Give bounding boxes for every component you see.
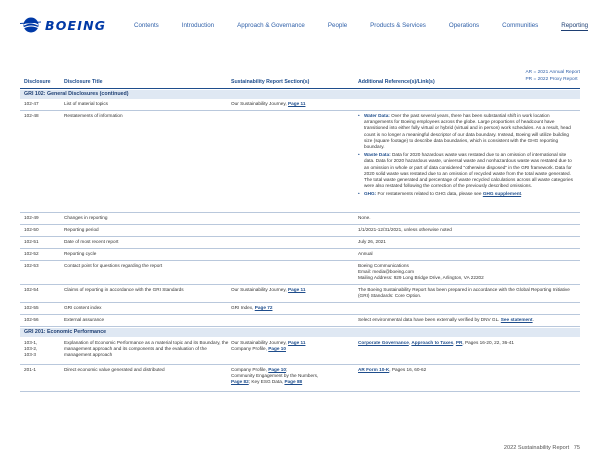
page-link[interactable]: Page 82	[231, 379, 249, 385]
additional-reference: The Boeing Sustainability Report has been prepared in accordance with the Global Reporting Initiative (GRI) Standards: Core Option.	[358, 287, 570, 299]
header-disclosure: Disclosure	[24, 79, 51, 85]
section-text: Company Profile,	[231, 367, 269, 372]
see-statement-link[interactable]: See statement	[500, 317, 533, 322]
disclosure-title: Claims of reporting in accordance with the GRI Standards	[64, 287, 184, 292]
page-link[interactable]: Page 72	[254, 305, 273, 310]
disclosure-number: 103-1, 103-2, 103-3	[24, 340, 38, 358]
boeing-logo[interactable]	[20, 15, 115, 35]
logo-wordmark: BOEING	[45, 17, 107, 33]
boeing-globe-icon	[20, 16, 42, 34]
table-row	[20, 338, 580, 365]
additional-reference	[358, 317, 576, 323]
disclosure-number: 102-52	[24, 251, 39, 256]
annual-report-link[interactable]: AR Form 10-K	[358, 367, 390, 372]
bullet-label: GHG:	[364, 191, 377, 197]
additional-reference: 1/1/2021-12/31/2021, unless otherwise noted	[358, 227, 452, 232]
page-link[interactable]: Page 10	[268, 367, 286, 372]
reference-text: Select environmental data have been externally verified by DNV GL.	[358, 317, 501, 322]
section-text: Our Sustainability Journey,	[231, 287, 288, 292]
page-link[interactable]: Page 10	[268, 346, 286, 352]
additional-reference	[358, 113, 576, 198]
section-line	[231, 379, 355, 385]
disclosure-number: 102-55	[24, 305, 39, 310]
table-row	[20, 237, 580, 249]
page-link[interactable]: Page 11	[287, 101, 306, 106]
header-additional-references: Additional Reference(s)/Link(s)	[358, 79, 435, 85]
disclosure-number: 102-51	[24, 239, 39, 244]
table-row	[20, 225, 580, 237]
report-section	[231, 367, 355, 386]
separator: ,	[408, 340, 412, 345]
header-report-sections: Sustainability Report Section(s)	[231, 79, 310, 85]
legend-ar: AR = 2021 Annual Report	[525, 70, 580, 75]
table-row	[20, 111, 580, 213]
bullet-text: Over the past several years, there has been substantial shift in work location arrangements for Boeing employees across the globe. Large proportions of headcount have transitioned into either fully virtual or hybrid (virtual and in person) work schedules. As a result, head count is no longer a meaningful descriptor of our data boundary. Instead, Boeing will utilize building size (square footage) to describe data boundaries, which is consistent with the GHG reporting boundary.	[364, 113, 571, 150]
disclosure-number: 102-56	[24, 317, 39, 322]
table-row	[20, 249, 580, 261]
disclosure-title: List of material topics	[64, 101, 109, 106]
nav-operations[interactable]: Operations	[448, 22, 480, 29]
page-link[interactable]: Page 11	[287, 340, 306, 345]
separator: ,	[453, 340, 456, 345]
table-row	[20, 213, 580, 225]
table-row	[20, 99, 580, 111]
bullet-text: Data for 2020 hazardous waste was restated due to an omission of international site data. Data for 2020 hazardous waste, universal waste and nonhazardous waste was restated due to an omission in whole or part of data considered "otherwise disposed" in the GRI framework. Data for 2020 solid waste was restated due to an omission of recycled waste from the total waste generated. The total waste generated and percentage of waste recycled calculations across all waste categories were also restated following the correction of the previously described omissions.	[364, 152, 573, 189]
disclosure-title: Restatements of information	[64, 113, 123, 118]
disclosure-number: 102-50	[24, 227, 39, 232]
section-line	[231, 346, 355, 352]
reference-pages: , Pages 16, 60-62	[389, 367, 427, 372]
section-text: GRI Index,	[231, 305, 255, 310]
legend-pr: PR = 2022 Proxy Report	[525, 77, 578, 82]
nav-introduction[interactable]: Introduction	[181, 22, 215, 29]
main-nav	[134, 22, 600, 31]
reference-end: .	[532, 317, 534, 322]
page-link[interactable]: Page 11	[287, 287, 306, 292]
footer-label: 2022 Sustainability Report	[503, 445, 570, 451]
disclosure-title: GRI content index	[64, 305, 102, 310]
disclosure-title: Contact point for questions regarding the report	[64, 263, 163, 268]
nav-contents[interactable]: Contents	[134, 22, 159, 29]
nav-products-services[interactable]: Products & Services	[370, 22, 426, 29]
disclosure-number: 102-53	[24, 263, 39, 268]
additional-reference: None.	[358, 215, 371, 220]
table-row	[20, 285, 580, 303]
section-text: ; Key ESG Data,	[248, 379, 285, 385]
disclosure-title: Reporting period	[64, 227, 99, 232]
additional-reference: July 26, 2021	[358, 239, 386, 244]
nav-reporting[interactable]: Reporting	[561, 22, 589, 29]
table-row	[20, 315, 580, 327]
page-number: 75	[573, 445, 580, 451]
bullet-text: For restatements related to GHG data, please see	[376, 191, 483, 197]
section-line: Community Engagement by the Numbers,	[231, 373, 319, 379]
table-row	[20, 261, 580, 285]
additional-reference	[358, 340, 576, 346]
reference-pages: , Pages 16-20, 22, 36-41	[462, 340, 514, 345]
bullet-end: .	[521, 191, 523, 197]
top-navigation-bar	[0, 0, 600, 44]
section-text: Our Sustainability Journey,	[231, 340, 288, 345]
section-punct: ;	[286, 367, 288, 372]
corporate-governance-link[interactable]: Corporate Governance	[358, 340, 409, 345]
proxy-report-link[interactable]: PR	[455, 340, 463, 345]
disclosure-number: 102-54	[24, 287, 39, 292]
report-section	[231, 340, 355, 352]
nav-people[interactable]: People	[327, 22, 348, 29]
section-text: Our Sustainability Journey,	[231, 101, 288, 106]
contact-name: Boeing Communications	[358, 263, 409, 268]
disclosure-title: Changes in reporting	[64, 215, 108, 220]
section-header-gri-201: GRI 201: Economic Performance	[20, 328, 580, 337]
approach-to-taxes-link[interactable]: Approach to Taxes	[411, 340, 454, 345]
disclosure-number: 102-48	[24, 113, 39, 118]
additional-reference	[358, 367, 576, 373]
section-text: Company Profile,	[231, 346, 269, 352]
disclosure-number: 201-1	[24, 367, 36, 372]
disclosure-number: 102-49	[24, 215, 39, 220]
bullet-ghg	[358, 191, 576, 197]
bullet-label: Waste Data:	[364, 152, 391, 158]
additional-reference	[358, 263, 576, 282]
header-disclosure-title: Disclosure Title	[64, 79, 103, 85]
table-row	[20, 303, 580, 315]
disclosure-title: Reporting cycle	[64, 251, 97, 256]
contact-email: Email: media@boeing.com	[358, 269, 415, 275]
disclosure-title: Explanation of Economic Performance as a material topic and its Boundary, the management approach and its components and the evaluation of the management approach	[64, 340, 229, 358]
report-section	[231, 101, 355, 107]
page-link[interactable]: Page 88	[284, 379, 303, 385]
nav-communities[interactable]: Communities	[502, 22, 539, 29]
disclosure-title: Direct economic value generated and distributed	[64, 367, 165, 372]
page-footer	[504, 445, 580, 451]
contact-address: Mailing Address: 929 Long Bridge Drive, Arlington, VA 22202	[358, 275, 484, 281]
report-section	[231, 287, 355, 293]
bullet-label: Water Data:	[364, 113, 390, 118]
disclosure-title: External assurance	[64, 317, 105, 322]
table-row	[20, 365, 580, 392]
ghg-supplement-link[interactable]: GHG supplement	[482, 191, 522, 197]
disclosure-number: 102-47	[24, 101, 39, 106]
disclosure-title: Date of most recent report	[64, 239, 119, 244]
header-divider	[20, 88, 580, 89]
additional-reference: Annual	[358, 251, 373, 256]
nav-approach-governance[interactable]: Approach & Governance	[237, 22, 305, 29]
bullet-waste-data	[358, 152, 576, 189]
bullet-water-data	[358, 113, 576, 150]
report-section	[231, 305, 355, 311]
section-header-gri-102: GRI 102: General Disclosures (continued)	[20, 90, 580, 99]
